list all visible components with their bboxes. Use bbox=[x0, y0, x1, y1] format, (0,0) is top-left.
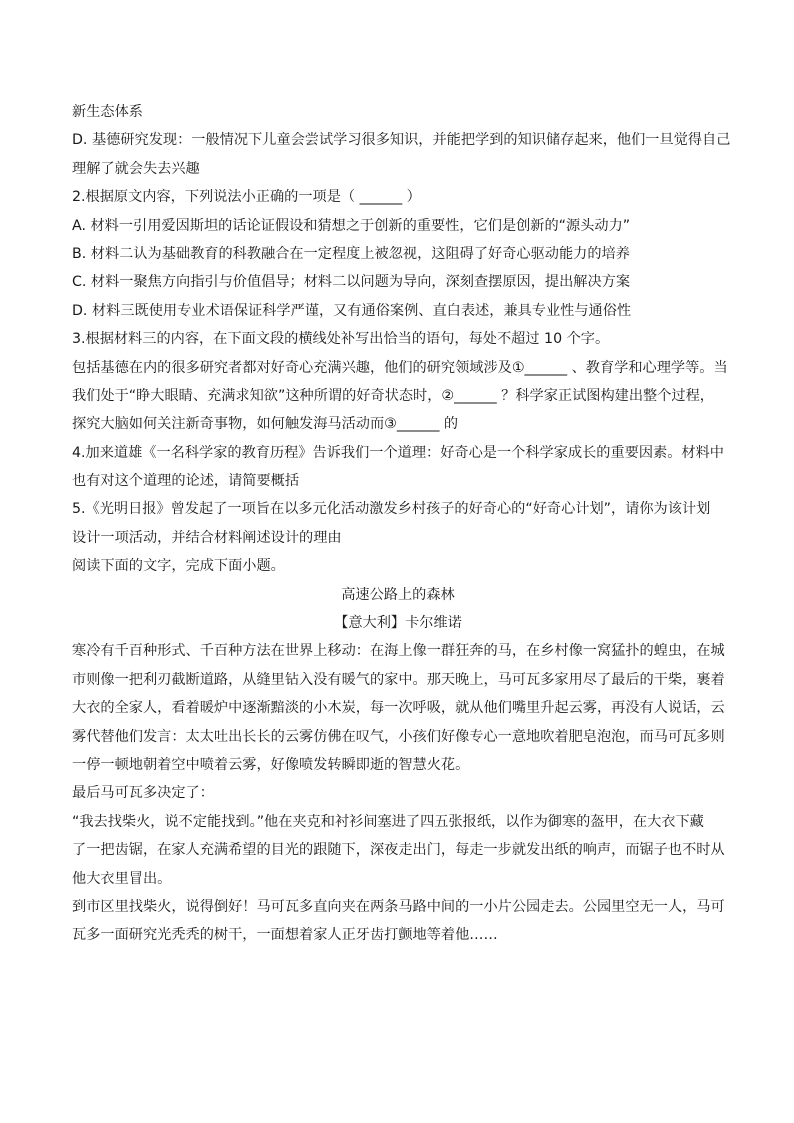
option-a: A. 材料一引用爱因斯坦的话论证假设和猜想之于创新的重要性，它们是创新的“源头动力” bbox=[72, 217, 631, 234]
option-c: C. 材料一聚焦方向指引与价值倡导；材料二以问题为导向，深刻查摆原因，提出解决方案 bbox=[72, 274, 631, 291]
text-line: 瓦多一面研究光秃秃的树干，一面想着家人正牙齿打颤地等着他…… bbox=[72, 927, 498, 944]
article-title: 高速公路上的森林 bbox=[341, 586, 455, 603]
option-b: B. 材料二认为基础教育的科教融合在一定程度上被忽视，这阻碍了好奇心驱动能力的培养 bbox=[72, 245, 630, 262]
text-line: 包括基德在内的很多研究者都对好奇心充满兴趣，他们的研究领域涉及①______ 、教育学和心理学等。当 bbox=[72, 359, 728, 376]
text-line: 我们处于“睁大眼睛、充满求知欲”这种所谓的好奇状态时，②______ ？科学家正试图构建出整个过程， bbox=[72, 387, 714, 404]
reading-instruction: 阅读下面的文字，完成下面小题。 bbox=[72, 558, 285, 575]
text-line: 了一把齿锯，在家人充满希望的目光的跟随下，深夜走出门，每走一步就发出纸的响声，而锯子也不时从 bbox=[72, 842, 725, 859]
text-line: 他大衣里冒出。 bbox=[72, 870, 172, 887]
text-line: 寒冷有千百种形式、千百种方法在世界上移动：在海上像一群狂奔的马，在乡村像一窝猛扑的蝗虫，在城 bbox=[72, 643, 725, 660]
question-4-stem: 4.加来道雄《一名科学家的教育历程》告诉我们一个道理：好奇心是一个科学家成长的重要因素。材料中 bbox=[72, 444, 724, 461]
question-5-stem: 5.《光明日报》曾发起了一项旨在以多元化活动激发乡村孩子的好奇心的“好奇心计划”，请你为该计划 bbox=[72, 501, 711, 518]
text-line: 探究大脑如何关注新奇事物，如何触发海马活动而③______ 的 bbox=[72, 416, 459, 433]
text-line: “我去找柴火，说不定能找到。”他在夹克和衬衫间塞进了四五张报纸，以作为御寒的盔甲，在大衣下藏 bbox=[72, 813, 704, 830]
article-author: 【意大利】卡尔维诺 bbox=[334, 615, 462, 632]
text-line: 大衣的全家人，看着暖炉中逐渐黯淡的小木炭，每一次呼吸，就从他们嘴里升起云雾，再没有人说话，云 bbox=[72, 700, 725, 717]
text-line: 理解了就会失去兴趣 bbox=[72, 160, 200, 177]
document-body bbox=[72, 98, 731, 950]
question-3-stem: 3.根据材料三的内容，在下面文段的横线处补写出恰当的语句，每处不超过 10 个字。 bbox=[72, 331, 610, 348]
text-line: 最后马可瓦多决定了： bbox=[72, 785, 214, 802]
text-line: 到市区里找柴火，说得倒好！马可瓦多直向夹在两条马路中间的一小片公园走去。公园里空无一人，马可 bbox=[72, 898, 725, 915]
text-line: 一停一顿地朝着空中喷着云雾，好像喷发转瞬即逝的智慧火花。 bbox=[72, 756, 470, 773]
option-d: D. 材料三既使用专业术语保证科学严谨，又有通俗案例、直白表述，兼具专业性与通俗性 bbox=[72, 302, 632, 319]
text-line: 雾代替他们发言：太太吐出长长的云雾仿佛在叹气，小孩们好像专心一意地吹着肥皂泡泡，而马可瓦多则 bbox=[72, 728, 725, 745]
question-2-stem: 2.根据原文内容，下列说法小正确的一项是（ ______ ） bbox=[72, 189, 421, 206]
text-line: 市则像一把利刃截断道路，从缝里钻入没有暖气的家中。那天晚上，马可瓦多家用尽了最后的干柴，裹着 bbox=[72, 671, 725, 688]
text-line: 设计一项活动，并结合材料阐述设计的理由 bbox=[72, 529, 342, 546]
text-line: 新生态体系 bbox=[72, 104, 143, 120]
text-line: 也有对这个道理的论述，请简要概括 bbox=[72, 473, 300, 490]
text-line: D. 基德研究发现：一般情况下儿童会尝试学习很多知识，并能把学到的知识储存起来，他们一旦觉得自己 bbox=[72, 132, 731, 149]
